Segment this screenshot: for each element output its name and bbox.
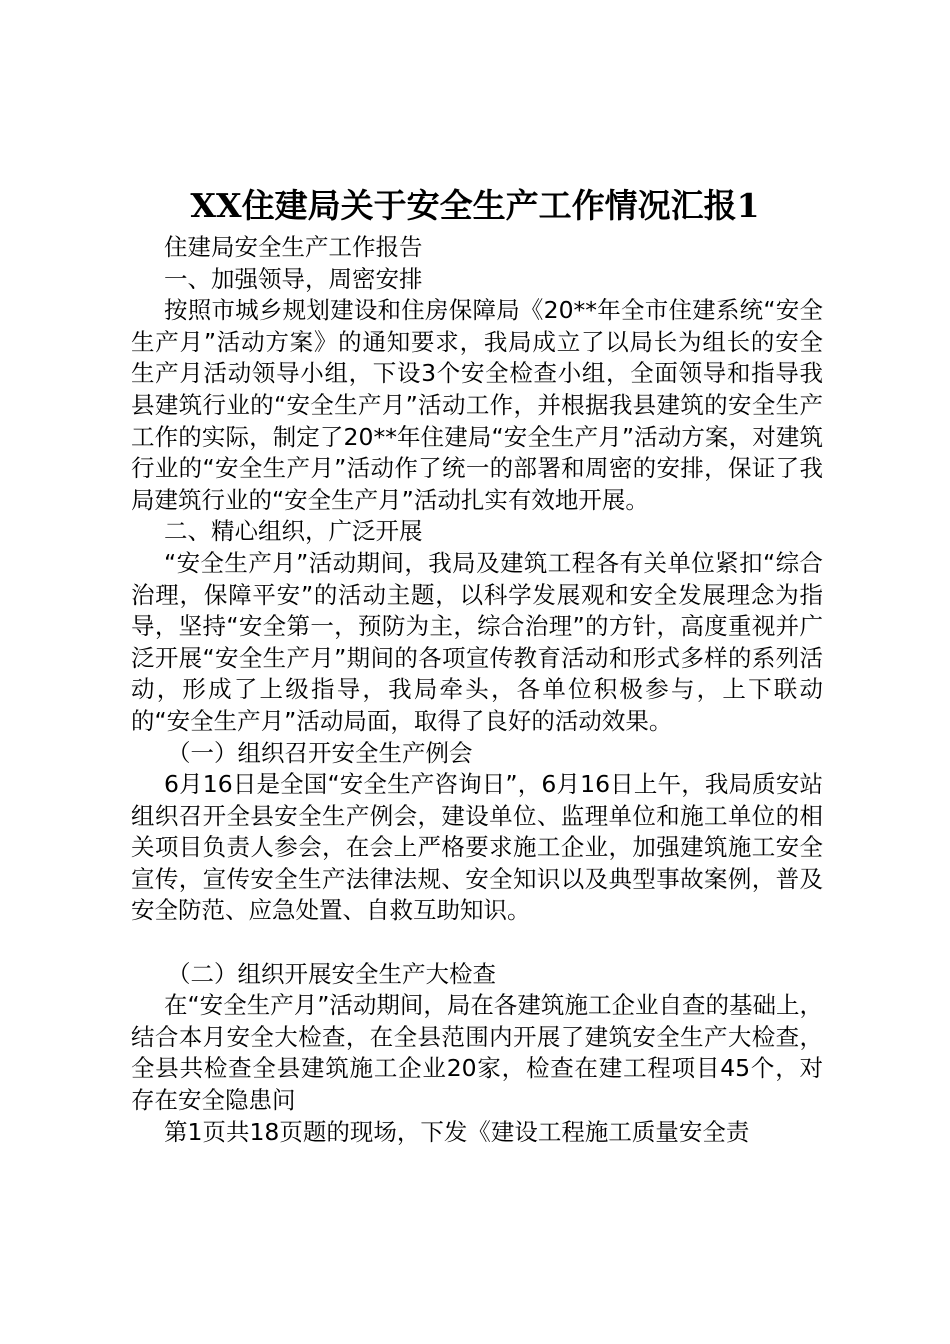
paragraph-with-page-footer: 第1页共18页题的现场，下发《建设工程施工质量安全责 <box>164 1117 750 1146</box>
section-heading-2: 二、精心组织，广泛开展 <box>164 517 423 546</box>
paragraph: 按照市城乡规划建设和住房保障局《20**年全市住建系统“安全生产月”活动方案》的通知要求，我局成立了以局长为组长的安全生产月活动领导小组，下设3个安全检查小组，全面领导和指导我县建筑行业的“安全生产月”活动工作，并根据我县建筑的安全生产工作的实际，制定了20**年住建局“安全生产月”活动方案，对建筑行业的“安全生产月”活动作了统一的部署和周密的安排，保证了我局建筑行业的“安全生产月”活动扎实有效地开展。 <box>131 296 823 514</box>
paragraph: “安全生产月”活动期间，我局及建筑工程各有关单位紧扣“综合治理，保障平安”的活动主题，以科学发展观和安全发展理念为指导，坚持“安全第一，预防为主，综合治理”的方针，高度重视并广泛开展“安全生产月”期间的各项宣传教育活动和形式多样的系列活动，形成了上级指导，我局牵头，各单位积极参与，上下联动的“安全生产月”活动局面，取得了良好的活动效果。 <box>131 548 823 735</box>
document-body <box>131 232 823 1148</box>
blank-line <box>131 927 823 959</box>
subsection-heading-1: （一）组织召开安全生产例会 <box>167 738 473 767</box>
document-title: XX住建局关于安全生产工作情况汇报1 <box>190 186 760 225</box>
section-heading-1: 一、加强领导，周密安排 <box>164 264 423 293</box>
subsection-heading-2: （二）组织开展安全生产大检查 <box>167 959 496 988</box>
paragraph: 6月16日是全国“安全生产咨询日”，6月16日上午，我局质安站组织召开全县安全生产例会，建设单位、监理单位和施工单位的相关项目负责人参会，在会上严格要求施工企业，加强建筑施工安全宣传，宣传安全生产法律法规、安全知识以及典型事故案例，普及安全防范、应急处置、自救互助知识。 <box>131 770 823 925</box>
paragraph: 在“安全生产月”活动期间，局在各建筑施工企业自查的基础上，结合本月安全大检查，在全县范围内开展了建筑安全生产大检查，全县共检查全县建筑施工企业20家，检查在建工程项目45个，对存在安全隐患问 <box>131 991 823 1115</box>
report-subtitle: 住建局安全生产工作报告 <box>164 233 423 261</box>
